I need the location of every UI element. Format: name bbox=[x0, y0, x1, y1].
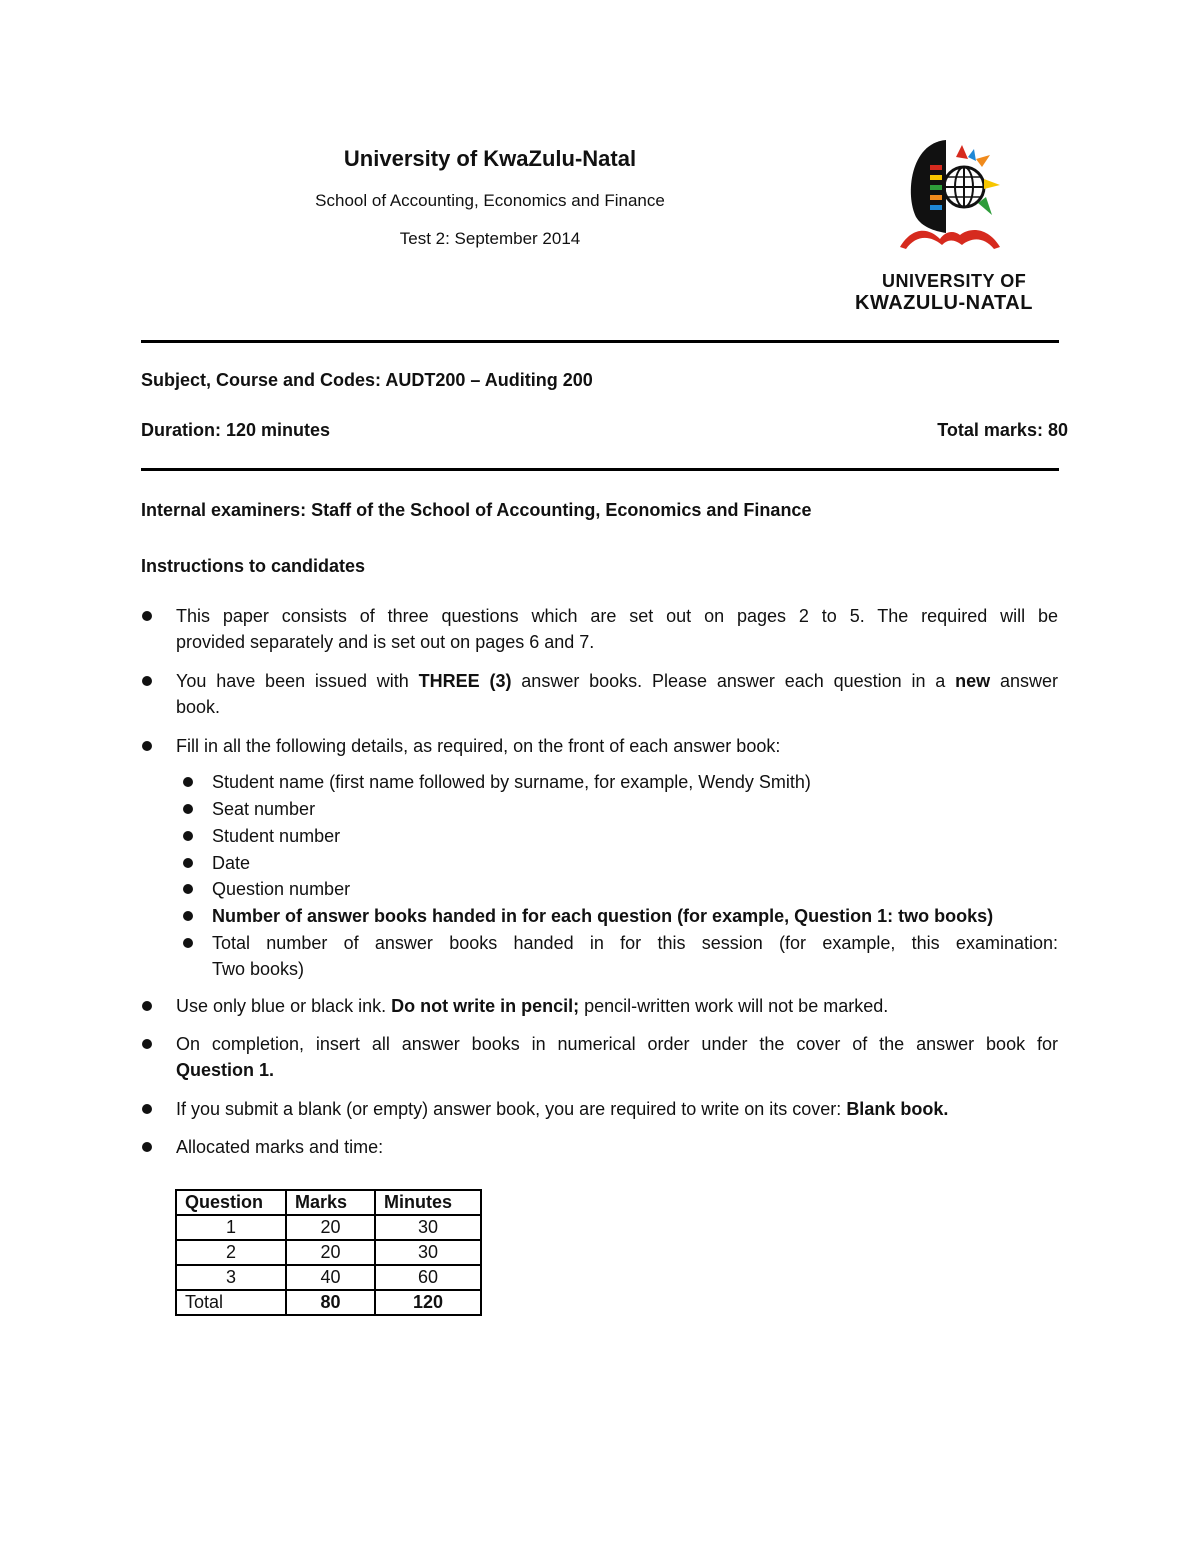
bullet-icon bbox=[142, 1001, 152, 1011]
total-marks-value: 80 bbox=[1047, 420, 1068, 440]
text-run: pencil-written work will not be marked. bbox=[579, 996, 889, 1016]
bullet-icon bbox=[142, 611, 152, 621]
table-row bbox=[176, 1240, 481, 1265]
table-cell: 80 bbox=[286, 1290, 375, 1315]
detail-item-line2: Two books) bbox=[212, 959, 305, 979]
sub-bullet-icon bbox=[183, 938, 193, 948]
university-title: University of KwaZulu-Natal bbox=[343, 146, 637, 171]
school-name: School of Accounting, Economics and Finance bbox=[315, 191, 665, 210]
instruction-answer-books-line2: book. bbox=[176, 697, 221, 717]
logo-text-line1: UNIVERSITY OF bbox=[882, 271, 1027, 291]
instructions-heading: Instructions to candidates bbox=[141, 556, 366, 576]
bullet-icon bbox=[142, 1039, 152, 1049]
bold-run: new bbox=[955, 671, 991, 691]
shield-emblem-icon bbox=[850, 135, 1050, 250]
instruction-pages bbox=[176, 603, 1058, 655]
sub-bullet-icon bbox=[183, 858, 193, 868]
sub-bullet-icon bbox=[183, 804, 193, 814]
bold-run: Do not write in pencil; bbox=[391, 996, 580, 1016]
bullet-icon bbox=[142, 1142, 152, 1152]
text-run: answer bbox=[990, 671, 1058, 691]
detail-item: Student number bbox=[212, 826, 341, 846]
instruction-answer-books-line1 bbox=[176, 668, 1058, 694]
top-divider bbox=[141, 340, 1059, 343]
sub-bullet-icon bbox=[183, 884, 193, 894]
table-cell: Total bbox=[176, 1290, 286, 1315]
subject-value: AUDT200 – Auditing 200 bbox=[385, 370, 593, 390]
detail-item: Number of answer books handed in for each question (for example, Question 1: two books) bbox=[212, 906, 994, 926]
table-cell: 120 bbox=[375, 1290, 481, 1315]
table-cell: 1 bbox=[176, 1215, 286, 1240]
table-cell: 30 bbox=[375, 1215, 481, 1240]
logo-text-line2: KWAZULU-NATAL bbox=[855, 292, 1033, 314]
table-cell: 2 bbox=[176, 1240, 286, 1265]
instruction-completion bbox=[176, 1031, 1058, 1083]
text-run: Use only blue or black ink. bbox=[176, 996, 392, 1016]
detail-item: Date bbox=[212, 853, 251, 873]
table-cell: 30 bbox=[375, 1240, 481, 1265]
table-cell: 60 bbox=[375, 1265, 481, 1290]
table-header-cell: Minutes bbox=[375, 1190, 481, 1215]
duration-line bbox=[141, 420, 330, 441]
table-cell: 20 bbox=[286, 1240, 375, 1265]
table-row bbox=[176, 1215, 481, 1240]
sub-bullet-icon bbox=[183, 777, 193, 787]
duration-value: 120 minutes bbox=[226, 420, 331, 440]
examiners-value: Staff of the School of Accounting, Economics and Finance bbox=[311, 500, 812, 520]
subject-line bbox=[141, 370, 593, 391]
sub-bullet-icon bbox=[183, 831, 193, 841]
detail-item-line1: Total number of answer books handed in for this session (for example, this examination: bbox=[212, 933, 1058, 953]
instruction-blank-book bbox=[176, 1096, 1058, 1122]
table-header-cell: Marks bbox=[286, 1190, 375, 1215]
instruction-pages-line1: This paper consists of three questions which are set out on pages 2 to 5. The required will be bbox=[176, 606, 1058, 626]
examiners-label: Internal examiners: bbox=[141, 500, 307, 520]
table-cell: 20 bbox=[286, 1215, 375, 1240]
table-cell: 40 bbox=[286, 1265, 375, 1290]
bullet-icon bbox=[142, 741, 152, 751]
bottom-divider bbox=[141, 468, 1059, 471]
total-marks-label: Total marks: bbox=[937, 420, 1043, 440]
subject-label: Subject, Course and Codes: bbox=[141, 370, 382, 390]
detail-item bbox=[212, 930, 1058, 982]
table-cell: 3 bbox=[176, 1265, 286, 1290]
instruction-answer-books bbox=[176, 668, 1058, 720]
test-date: Test 2: September 2014 bbox=[399, 229, 581, 248]
instruction-completion-line2: Question 1. bbox=[176, 1060, 275, 1080]
detail-item: Seat number bbox=[212, 799, 316, 819]
instruction-ink bbox=[176, 993, 1058, 1019]
table-header-cell: Question bbox=[176, 1190, 286, 1215]
sub-bullet-icon bbox=[183, 911, 193, 921]
text-run: You have been issued with bbox=[176, 671, 419, 691]
bold-run: THREE (3) bbox=[418, 671, 512, 691]
total-marks-line bbox=[937, 420, 1068, 441]
university-logo bbox=[850, 135, 1050, 315]
bullet-icon bbox=[142, 1104, 152, 1114]
instruction-completion-line1: On completion, insert all answer books in numerical order under the cover of the answer book for bbox=[176, 1034, 1058, 1054]
table-row bbox=[176, 1265, 481, 1290]
text-run: If you submit a blank (or empty) answer book, you are required to write on its cover: bbox=[176, 1099, 847, 1119]
detail-item: Student name (first name followed by surname, for example, Wendy Smith) bbox=[212, 772, 811, 792]
table-total-row bbox=[176, 1290, 481, 1315]
duration-label: Duration: bbox=[141, 420, 221, 440]
detail-item: Question number bbox=[212, 879, 351, 899]
bullet-icon bbox=[142, 676, 152, 686]
text-run: answer books. Please answer each question in a bbox=[511, 671, 956, 691]
bold-run: Blank book. bbox=[846, 1099, 949, 1119]
examiners-line bbox=[141, 500, 811, 521]
marks-table bbox=[175, 1189, 482, 1316]
instruction-pages-line2: provided separately and is set out on pages 6 and 7. bbox=[176, 632, 595, 652]
instruction-allocated: Allocated marks and time: bbox=[176, 1137, 384, 1157]
table-header-row bbox=[176, 1190, 481, 1215]
instruction-fill-details: Fill in all the following details, as required, on the front of each answer book: bbox=[176, 736, 781, 756]
